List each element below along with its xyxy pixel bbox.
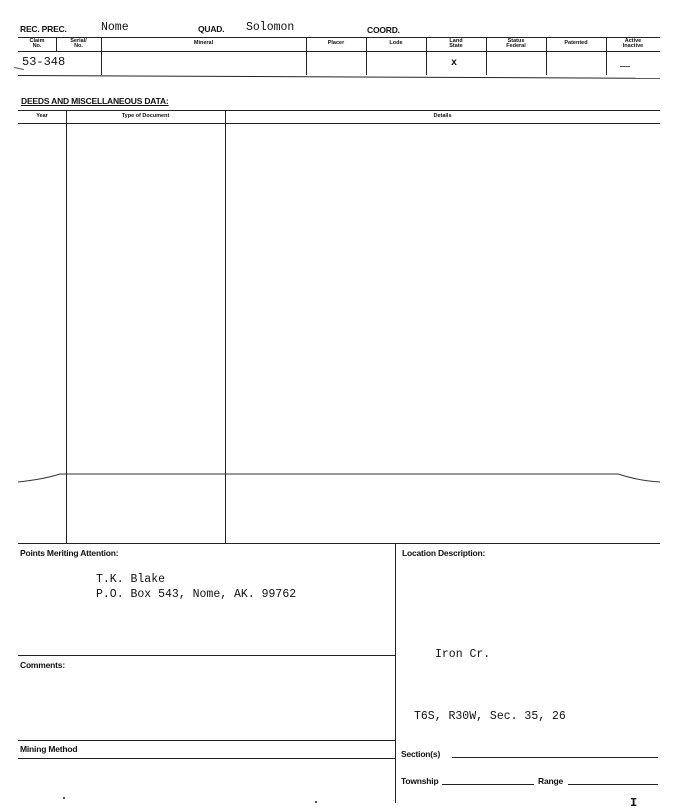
points-label: Points Meriting Attention: <box>20 548 119 558</box>
deeds-top-rule <box>18 110 660 111</box>
comments-top-rule <box>18 655 395 656</box>
edge-mark <box>620 66 630 67</box>
col-land-state: Land State <box>449 37 463 49</box>
bottom-top-rule <box>18 543 660 544</box>
deeds-col-year: Year <box>36 113 48 119</box>
points-line-1: T.K. Blake <box>96 573 166 586</box>
claims-bottom-rule <box>18 75 660 79</box>
mining-method-label: Mining Method <box>20 744 78 754</box>
deeds-col-type: Type of Document <box>121 113 170 119</box>
quad-label: QUAD. <box>198 24 225 34</box>
col-claim-no: Claim No. <box>29 37 45 49</box>
comments-label: Comments: <box>20 660 65 670</box>
col-mineral: Mineral <box>193 40 214 47</box>
mining-top-rule <box>18 740 395 741</box>
range-line <box>568 784 658 785</box>
mining-bottom-rule <box>18 758 395 759</box>
township-label: Township <box>401 776 439 786</box>
speck <box>63 797 65 799</box>
deeds-header-rule <box>18 123 660 124</box>
rec-prec-label: REC. PREC. <box>20 24 67 34</box>
header-column-rule <box>18 51 660 52</box>
quad-value: Solomon <box>246 21 295 34</box>
col-placer: Placer <box>327 40 345 47</box>
location-creek: Iron Cr. <box>435 648 491 661</box>
paper-seam-line <box>0 462 678 492</box>
col-lode: Lode <box>389 40 403 47</box>
land-state-mark: x <box>451 58 458 69</box>
township-line <box>442 784 534 785</box>
deeds-col-details: Details <box>433 113 452 119</box>
coord-label: COORD. <box>367 25 400 35</box>
section-label: Section(s) <box>401 749 441 759</box>
location-label: Location Description: <box>402 548 486 558</box>
section-line <box>452 757 658 758</box>
location-legal: T6S, R30W, Sec. 35, 26 <box>414 710 566 723</box>
bottom-center-divider <box>395 543 396 803</box>
col-status-federal: Status Federal <box>506 37 526 49</box>
claim-number-value: 53-348 <box>22 55 66 69</box>
rec-prec-value: Nome <box>101 21 129 34</box>
footer-mark: I <box>630 796 638 810</box>
speck <box>315 801 317 803</box>
deeds-title: DEEDS AND MISCELLANEOUS DATA: <box>21 96 169 106</box>
range-label: Range <box>538 776 563 786</box>
col-active-inactive: Active Inactive <box>622 37 644 49</box>
points-line-2: P.O. Box 543, Nome, AK. 99762 <box>96 588 297 601</box>
col-patented: Patented <box>564 40 588 47</box>
col-serial-no: Serial/ No. <box>70 37 87 49</box>
